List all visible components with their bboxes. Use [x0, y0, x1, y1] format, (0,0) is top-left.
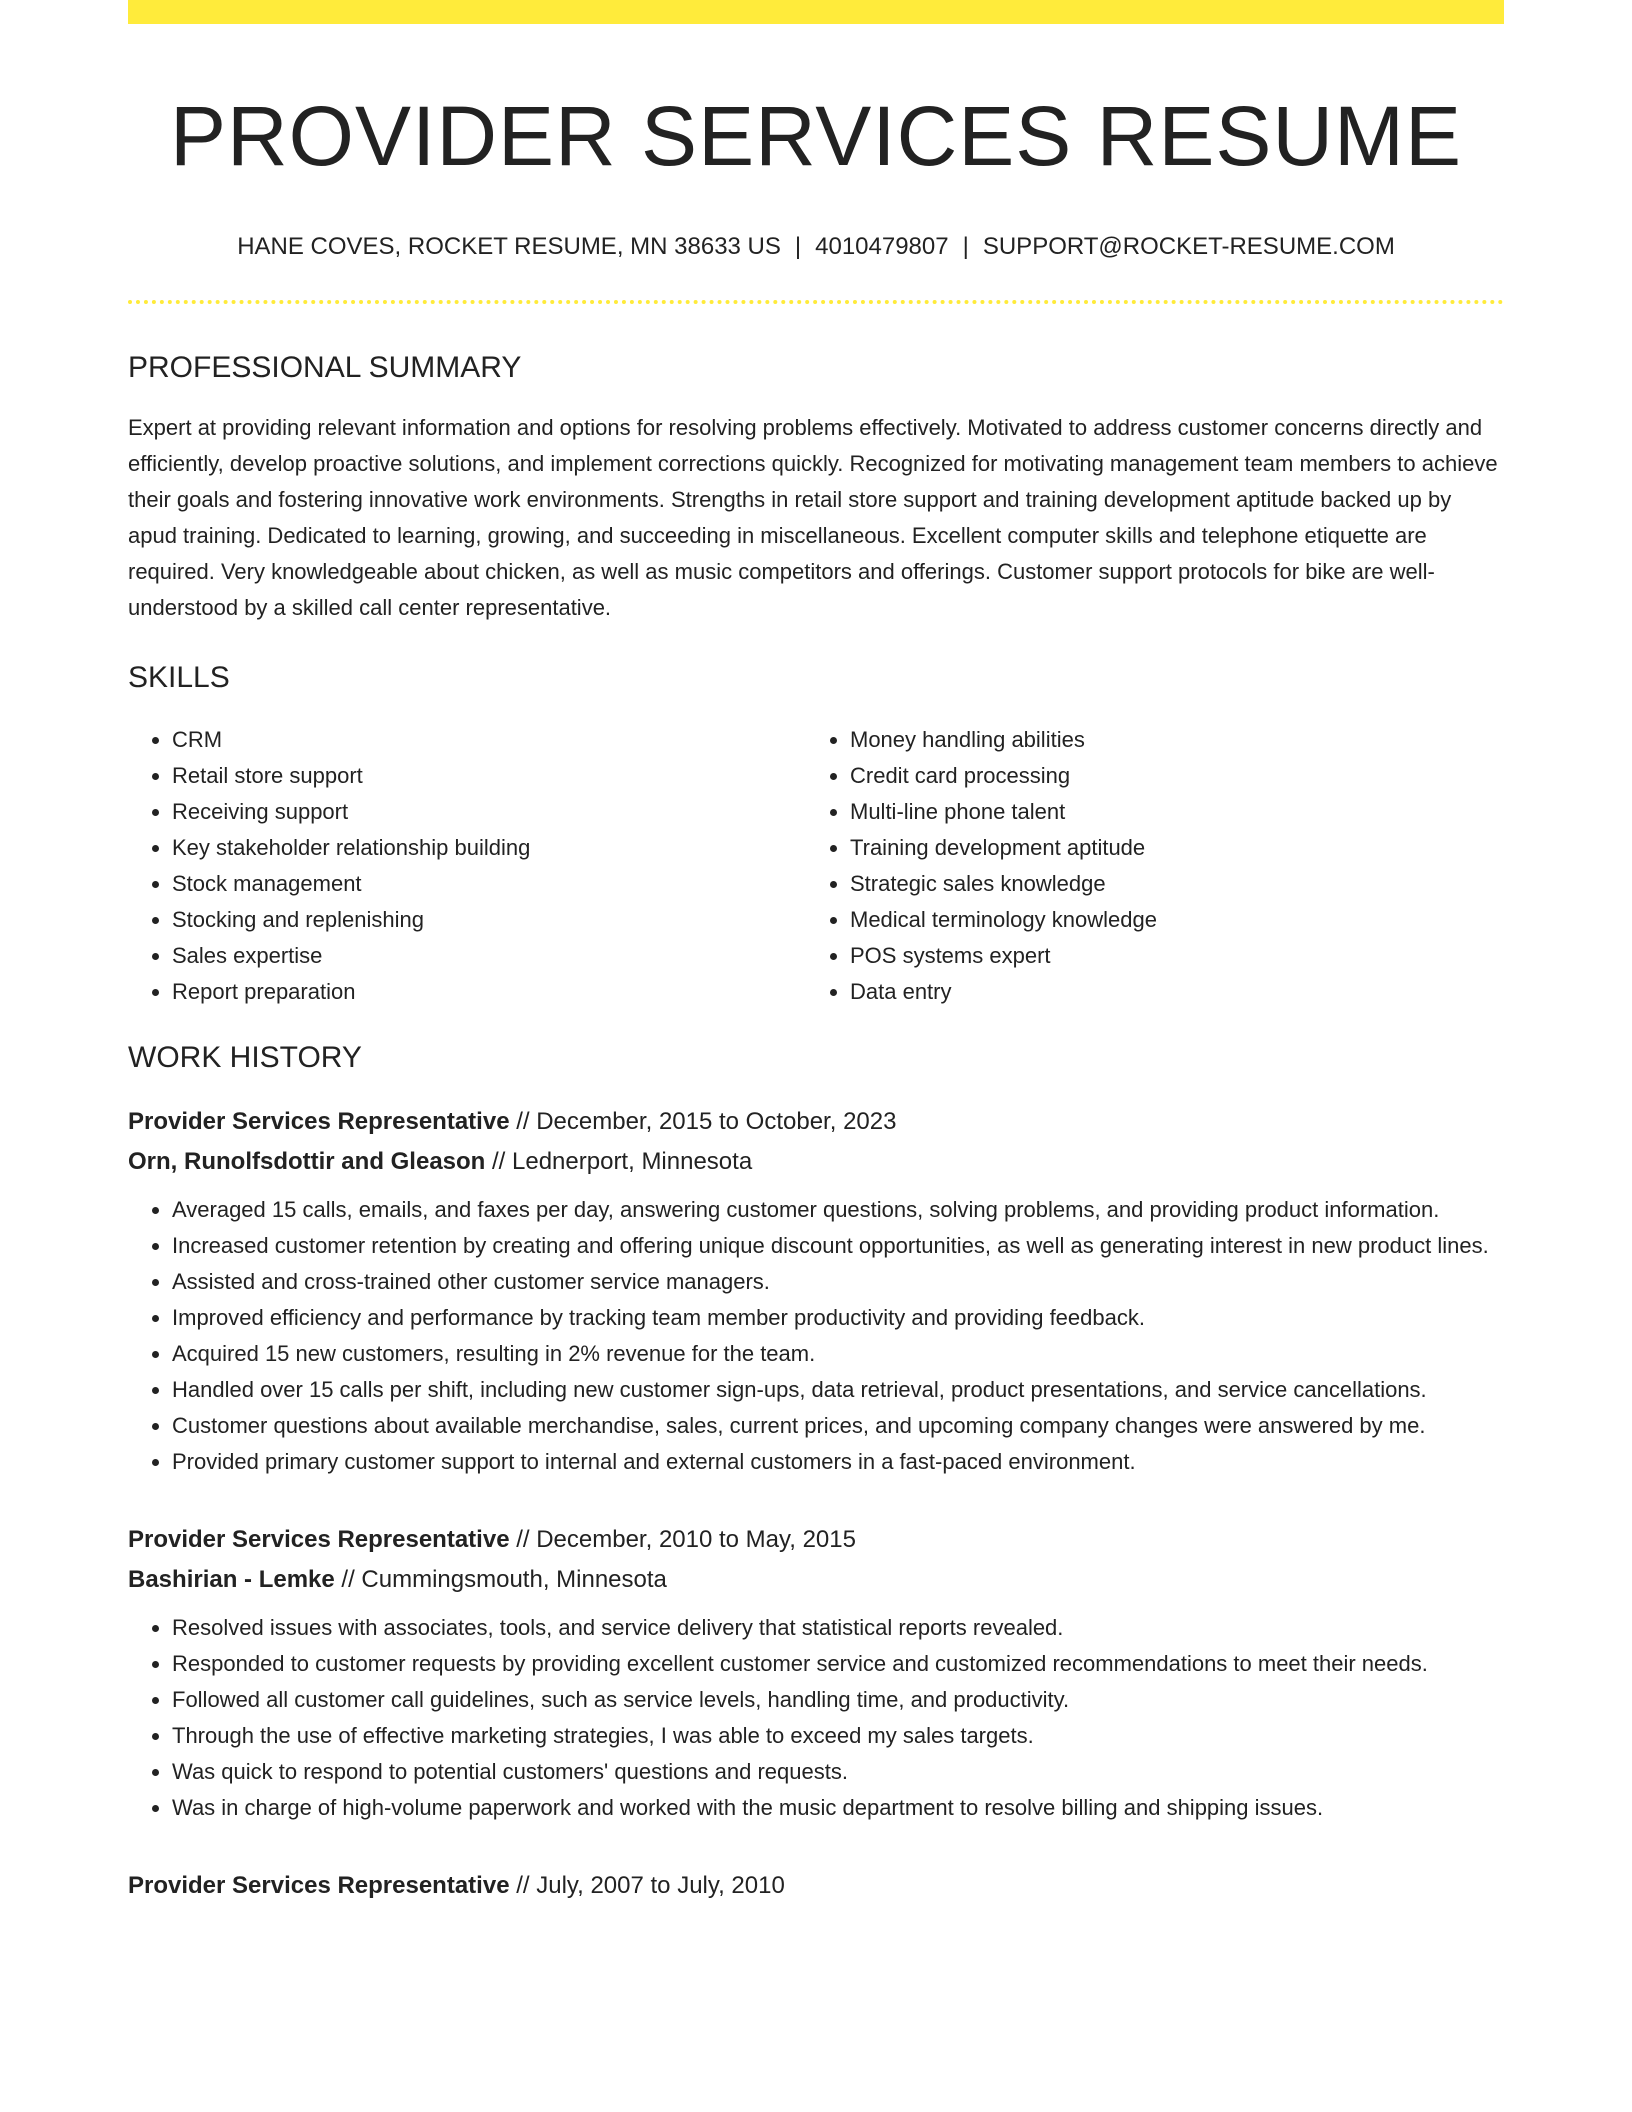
- job-separator: //: [485, 1147, 513, 1175]
- skills-column-left: [128, 722, 806, 1010]
- job-bullet: • Improved efficiency and performance by tracking team member productivity and providing feedback.: [172, 1300, 1504, 1336]
- summary-heading: PROFESSIONAL SUMMARY: [128, 350, 522, 384]
- job-company-line: [128, 1560, 1504, 1600]
- job-company: Orn, Runolfsdottir and Gleason: [128, 1147, 486, 1175]
- job-bullet: • Provided primary customer support to internal and external customers in a fast-paced environment.: [172, 1444, 1504, 1480]
- email: SUPPORT@ROCKET-RESUME.COM: [982, 232, 1395, 260]
- dotted-divider: [128, 300, 1504, 304]
- skill-item: • Key stakeholder relationship building: [172, 830, 806, 866]
- job-separator: //: [509, 1871, 537, 1899]
- skill-item: • Credit card processing: [850, 758, 1484, 794]
- skill-item: • Data entry: [850, 974, 1484, 1010]
- resume-title: PROVIDER SERVICES RESUME: [169, 89, 1463, 183]
- accent-bar: [128, 0, 1504, 24]
- job-location: Lednerport, Minnesota: [512, 1147, 753, 1175]
- phone: 4010479807: [815, 232, 949, 260]
- job-bullet: • Increased customer retention by creating and offering unique discount opportunities, as well as generating interest in new product lines.: [172, 1228, 1504, 1264]
- job-bullet: • Was in charge of high-volume paperwork and worked with the music department to resolve billing and shipping issues.: [172, 1790, 1504, 1826]
- job-bullet: • Assisted and cross-trained other customer service managers.: [172, 1264, 1504, 1300]
- job-role-line: [128, 1866, 1504, 1906]
- skill-item: • Strategic sales knowledge: [850, 866, 1484, 902]
- address: HANE COVES, ROCKET RESUME, MN 38633 US: [237, 232, 781, 260]
- skills-heading: SKILLS: [128, 660, 230, 694]
- skills-list: [128, 722, 1504, 1010]
- job-separator: //: [509, 1107, 537, 1135]
- skill-item: • Stocking and replenishing: [172, 902, 806, 938]
- job-bullet: • Responded to customer requests by providing excellent customer service and customized recommendations to meet their needs.: [172, 1646, 1504, 1682]
- skills-column-right: [806, 722, 1484, 1010]
- job-dates: December, 2015 to October, 2023: [536, 1107, 897, 1135]
- resume-page: [128, 0, 1504, 1906]
- job-bullet: • Handled over 15 calls per shift, including new customer sign-ups, data retrieval, product presentations, and service cancellations.: [172, 1372, 1504, 1408]
- job-role: Provider Services Representative: [128, 1525, 510, 1553]
- job-entry: [128, 1520, 1504, 1826]
- work-history-heading: WORK HISTORY: [128, 1040, 362, 1074]
- job-bullet: • Acquired 15 new customers, resulting in 2% revenue for the team.: [172, 1336, 1504, 1372]
- job-separator: //: [334, 1565, 362, 1593]
- skill-item: • POS systems expert: [850, 938, 1484, 974]
- job-role: Provider Services Representative: [128, 1871, 510, 1899]
- skill-item: • Receiving support: [172, 794, 806, 830]
- job-bullets: [128, 1610, 1504, 1826]
- contact-line: [128, 233, 1504, 262]
- job-bullet: • Followed all customer call guidelines, such as service levels, handling time, and productivity.: [172, 1682, 1504, 1718]
- contact-separator: |: [962, 232, 969, 260]
- skill-item: • Money handling abilities: [850, 722, 1484, 758]
- skill-item: • CRM: [172, 722, 806, 758]
- job-role-line: [128, 1520, 1504, 1560]
- job-company: Bashirian - Lemke: [128, 1565, 335, 1593]
- skill-item: • Report preparation: [172, 974, 806, 1010]
- job-bullet: • Averaged 15 calls, emails, and faxes per day, answering customer questions, solving problems, and providing product information.: [172, 1192, 1504, 1228]
- job-bullet: • Through the use of effective marketing strategies, I was able to exceed my sales targets.: [172, 1718, 1504, 1754]
- skill-item: • Stock management: [172, 866, 806, 902]
- job-separator: //: [509, 1525, 537, 1553]
- job-role: Provider Services Representative: [128, 1107, 510, 1135]
- summary-text: Expert at providing relevant information and options for resolving problems effectively. Motivated to address customer concerns directly and efficiently, develop proactive solutions, and implement corrections quickly. Recognized for motivating management team members to achieve their goals and fostering innovative work environments. Strengths in retail store support and training development aptitude backed up by apud training. Dedicated to learning, growing, and succeeding in miscellaneous. Excellent computer skills and telephone etiquette are required. Very knowledgeable about chicken, as well as music competitors and offerings. Customer support protocols for bike are well-understood by a skilled call center representative.: [128, 414, 1498, 620]
- job-bullets: [128, 1192, 1504, 1480]
- job-bullet: • Resolved issues with associates, tools, and service delivery that statistical reports revealed.: [172, 1610, 1504, 1646]
- job-entry: [128, 1866, 1504, 1906]
- contact-separator: |: [794, 232, 802, 260]
- skill-item: • Multi-line phone talent: [850, 794, 1484, 830]
- job-company-line: [128, 1142, 1504, 1182]
- job-dates: December, 2010 to May, 2015: [536, 1525, 856, 1553]
- job-bullet: • Customer questions about available merchandise, sales, current prices, and upcoming company changes were answered by me.: [172, 1408, 1504, 1444]
- job-bullet: • Was quick to respond to potential customers' questions and requests.: [172, 1754, 1504, 1790]
- skill-item: • Training development aptitude: [850, 830, 1484, 866]
- skill-item: • Sales expertise: [172, 938, 806, 974]
- job-role-line: [128, 1102, 1504, 1142]
- skill-item: • Medical terminology knowledge: [850, 902, 1484, 938]
- job-entry: [128, 1102, 1504, 1480]
- job-dates: July, 2007 to July, 2010: [536, 1871, 785, 1899]
- skill-item: • Retail store support: [172, 758, 806, 794]
- job-location: Cummingsmouth, Minnesota: [361, 1565, 667, 1593]
